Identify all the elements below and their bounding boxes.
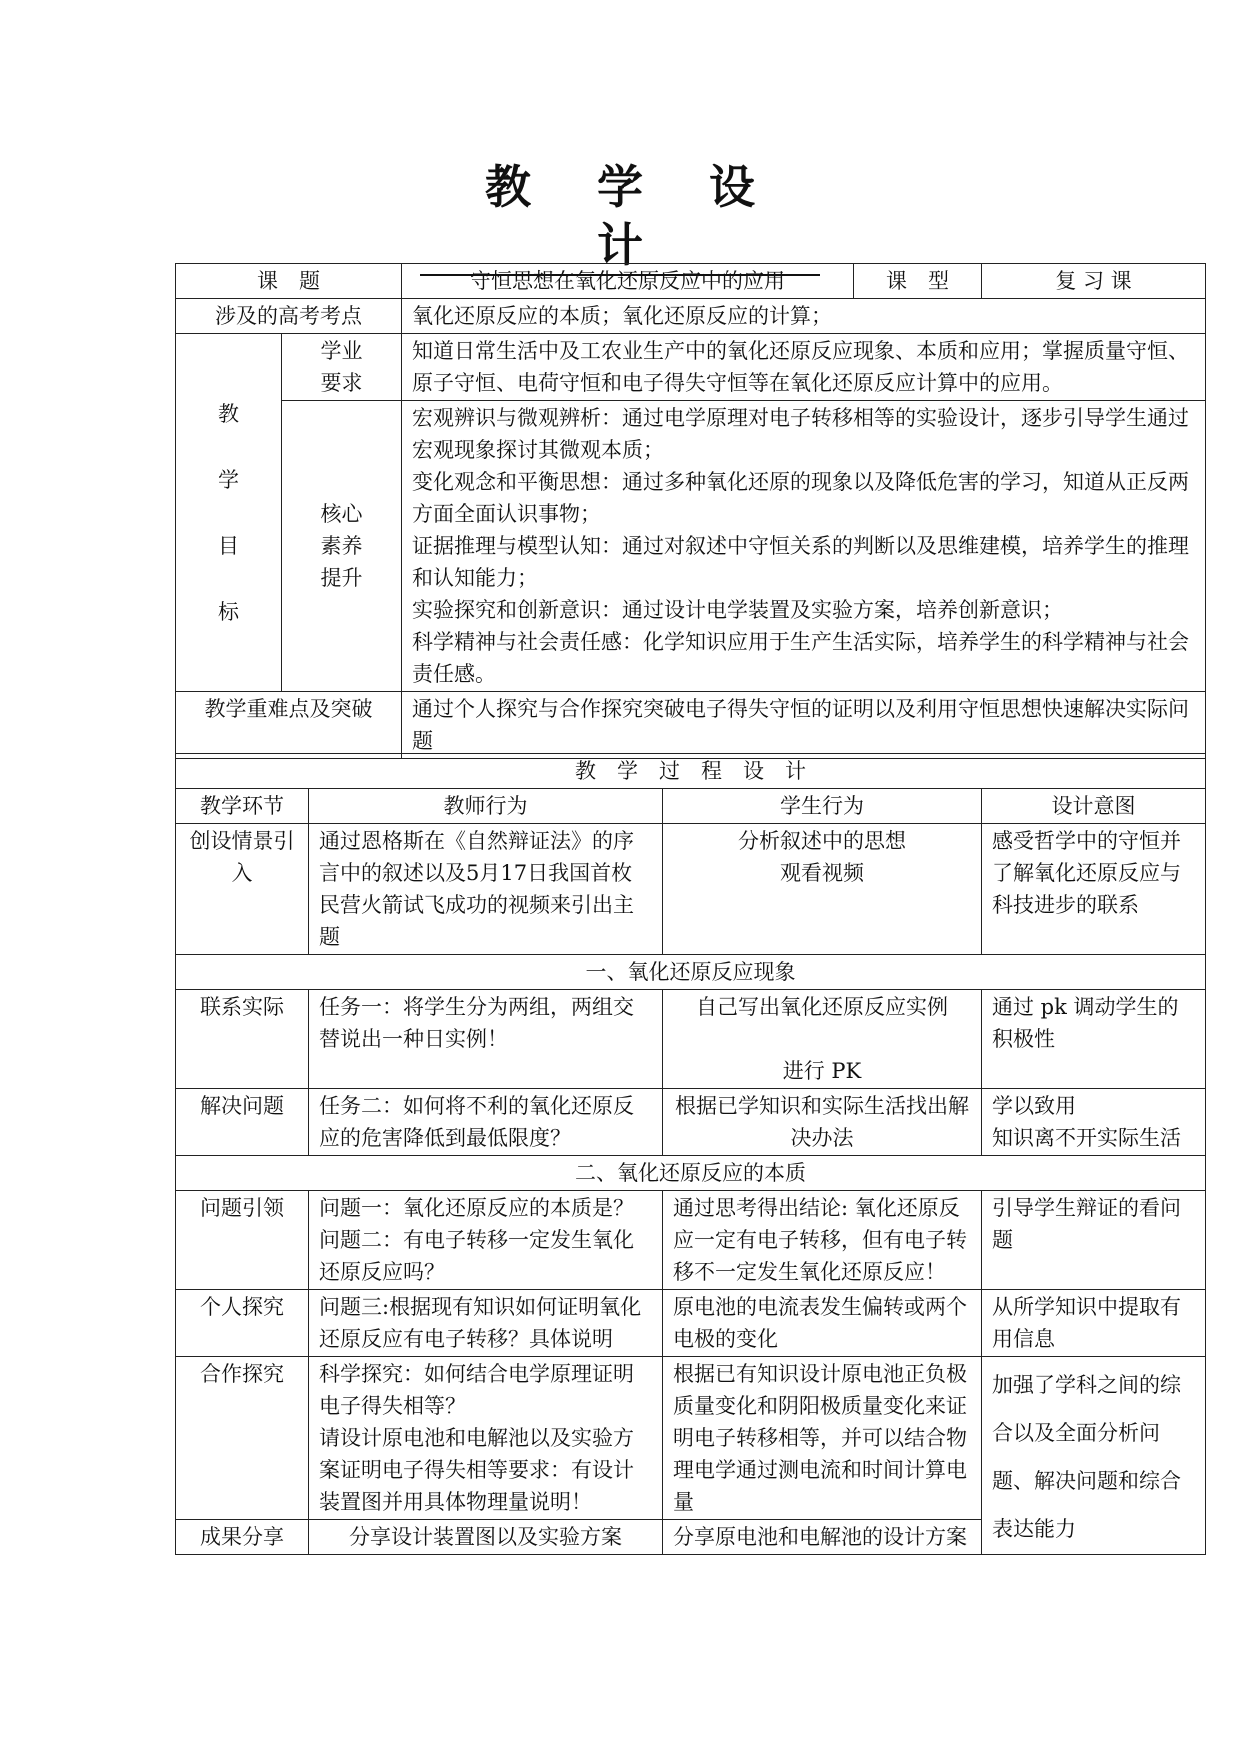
stage-cell: 个人探究 [176, 1290, 309, 1357]
student-cell: 原电池的电流表发生偏转或两个电极的变化 [663, 1290, 982, 1357]
academic-label-line: 要求 [320, 371, 363, 395]
table-row [176, 789, 1206, 824]
student-cell: 通过思考得出结论: 氧化还原反应一定有电子转移，但有电子转移不一定发生氧化还原反应！ [663, 1191, 982, 1290]
core-item: 科学精神与社会责任感：化学知识应用于生产生活实际，培养学生的科学精神与社会责任感。 [412, 630, 1189, 686]
table-row [176, 1156, 1206, 1191]
academic-label [282, 334, 402, 401]
core-label-line: 素养 [320, 534, 363, 558]
teacher-cell: 任务一：将学生分为两组，两组交替说出一种日实例！ [309, 990, 663, 1089]
teacher-cell: 通过恩格斯在《自然辩证法》的序言中的叙述以及5月17日我国首枚民营火箭试飞成功的视频来引出主题 [309, 824, 663, 955]
teacher-cell: 任务二：如何将不利的氧化还原反应的危害降低到最低限度？ [309, 1089, 663, 1156]
student-cell: 根据已有知识设计原电池正负极质量变化和阴阳极质量变化来证明电子转移相等，并可以结合物理电学通过测电流和时间计算电量 [663, 1357, 982, 1520]
intent-line: 知识离不开实际生活 [992, 1126, 1181, 1150]
column-header: 学生行为 [663, 789, 982, 824]
key-points-value: 通过个人探究与合作探究突破电子得失守恒的证明以及利用守恒思想快速解决实际问题 [402, 692, 1206, 759]
academic-label-line: 学业 [320, 339, 363, 363]
core-label-line: 提升 [320, 566, 363, 590]
core-item: 实验探究和创新意识：通过设计电学装置及实验方案，培养创新意识； [412, 598, 1063, 622]
title-char: 设 [709, 160, 755, 214]
lesson-info-table [175, 263, 1206, 759]
stage-cell: 解决问题 [176, 1089, 309, 1156]
student-line: 进行 PK [782, 1059, 862, 1083]
intent-cell: 引导学生辩证的看问题 [982, 1191, 1206, 1290]
table-row [176, 334, 1206, 401]
type-label: 课 型 [854, 264, 982, 299]
goals-label-char: 教 [218, 401, 239, 426]
student-cell [663, 824, 982, 955]
teacher-cell [309, 1357, 663, 1520]
topic-label: 课 题 [176, 264, 402, 299]
intent-cell: 感受哲学中的守恒并了解氧化还原反应与科技进步的联系 [982, 824, 1206, 955]
teacher-line: 问题一：氧化还原反应的本质是？ [319, 1196, 634, 1220]
teacher-cell [309, 1191, 663, 1290]
stage-cell: 联系实际 [176, 990, 309, 1089]
goals-label-char: 学 [218, 467, 239, 492]
table-row [176, 1290, 1206, 1357]
table-row [176, 692, 1206, 759]
intent-line: 学以致用 [992, 1094, 1076, 1118]
title-char: 学 [597, 160, 643, 214]
intent-cell: 通过 pk 调动学生的积极性 [982, 990, 1206, 1089]
topic-value: 守恒思想在氧化还原反应中的应用 [402, 264, 854, 299]
intent-cell: 加强了学科之间的综合以及全面分析问题、解决问题和综合表达能力 [982, 1357, 1206, 1555]
table-row [176, 1089, 1206, 1156]
table-row [176, 824, 1206, 955]
core-item: 变化观念和平衡思想：通过多种氧化还原的现象以及降低危害的学习，知道从正反两方面全面认识事物； [412, 470, 1189, 526]
table-row [176, 401, 1206, 692]
column-header: 教师行为 [309, 789, 663, 824]
table-row [176, 299, 1206, 334]
teacher-cell: 问题三:根据现有知识如何证明氧化还原反应有电子转移？具体说明 [309, 1290, 663, 1357]
teacher-line: 科学探究：如何结合电学原理证明电子得失相等？ [319, 1362, 634, 1418]
student-cell: 根据已学知识和实际生活找出解决办法 [663, 1089, 982, 1156]
stage-cell: 合作探究 [176, 1357, 309, 1520]
key-points-label: 教学重难点及突破 [176, 692, 402, 759]
section-heading: 一、氧化还原反应现象 [176, 955, 1206, 990]
process-table [175, 753, 1206, 1555]
academic-value: 知道日常生活中及工农业生产中的氧化还原反应现象、本质和应用；掌握质量守恒、原子守恒、电荷守恒和电子得失守恒等在氧化还原反应计算中的应用。 [402, 334, 1206, 401]
core-label-line: 核心 [320, 502, 363, 526]
intent-cell: 从所学知识中提取有用信息 [982, 1290, 1206, 1357]
teacher-line: 请设计原电池和电解池以及实验方案证明电子得失相等要求：有设计装置图并用具体物理量说明！ [319, 1426, 634, 1514]
exam-points-value: 氧化还原反应的本质；氧化还原反应的计算； [402, 299, 1206, 334]
process-heading: 教 学 过 程 设 计 [176, 754, 1206, 789]
table-row [176, 1357, 1206, 1520]
core-item: 宏观辨识与微观辨析：通过电学原理对电子转移相等的实验设计，逐步引导学生通过宏观现象探讨其微观本质； [412, 406, 1189, 462]
core-label [282, 401, 402, 692]
student-line: 分析叙述中的思想 [738, 829, 906, 853]
table-row [176, 990, 1206, 1089]
table-row [176, 1191, 1206, 1290]
page-title [420, 158, 820, 276]
stage-cell: 创设情景引入 [176, 824, 309, 955]
goals-label [176, 334, 282, 692]
core-value [402, 401, 1206, 692]
student-line: 自己写出氧化还原反应实例 [696, 995, 948, 1019]
table-row [176, 264, 1206, 299]
teacher-line: 问题二：有电子转移一定发生氧化还原反应吗？ [319, 1228, 634, 1284]
table-row [176, 955, 1206, 990]
exam-points-label: 涉及的高考考点 [176, 299, 402, 334]
goals-label-char: 标 [218, 599, 239, 624]
stage-cell: 问题引领 [176, 1191, 309, 1290]
type-value: 复 习 课 [982, 264, 1206, 299]
column-header: 设计意图 [982, 789, 1206, 824]
core-item: 证据推理与模型认知：通过对叙述中守恒关系的判断以及思维建模，培养学生的推理和认知能力； [412, 534, 1189, 590]
intent-cell [982, 1089, 1206, 1156]
student-cell [663, 990, 982, 1089]
teacher-cell: 分享设计装置图以及实验方案 [309, 1520, 663, 1555]
goals-label-char: 目 [218, 533, 239, 558]
column-header: 教学环节 [176, 789, 309, 824]
title-char: 教 [485, 160, 531, 214]
student-line: 观看视频 [780, 861, 864, 885]
table-row [176, 754, 1206, 789]
title-char: 计 [597, 218, 643, 272]
stage-cell: 成果分享 [176, 1520, 309, 1555]
section-heading: 二、氧化还原反应的本质 [176, 1156, 1206, 1191]
student-cell: 分享原电池和电解池的设计方案 [663, 1520, 982, 1555]
